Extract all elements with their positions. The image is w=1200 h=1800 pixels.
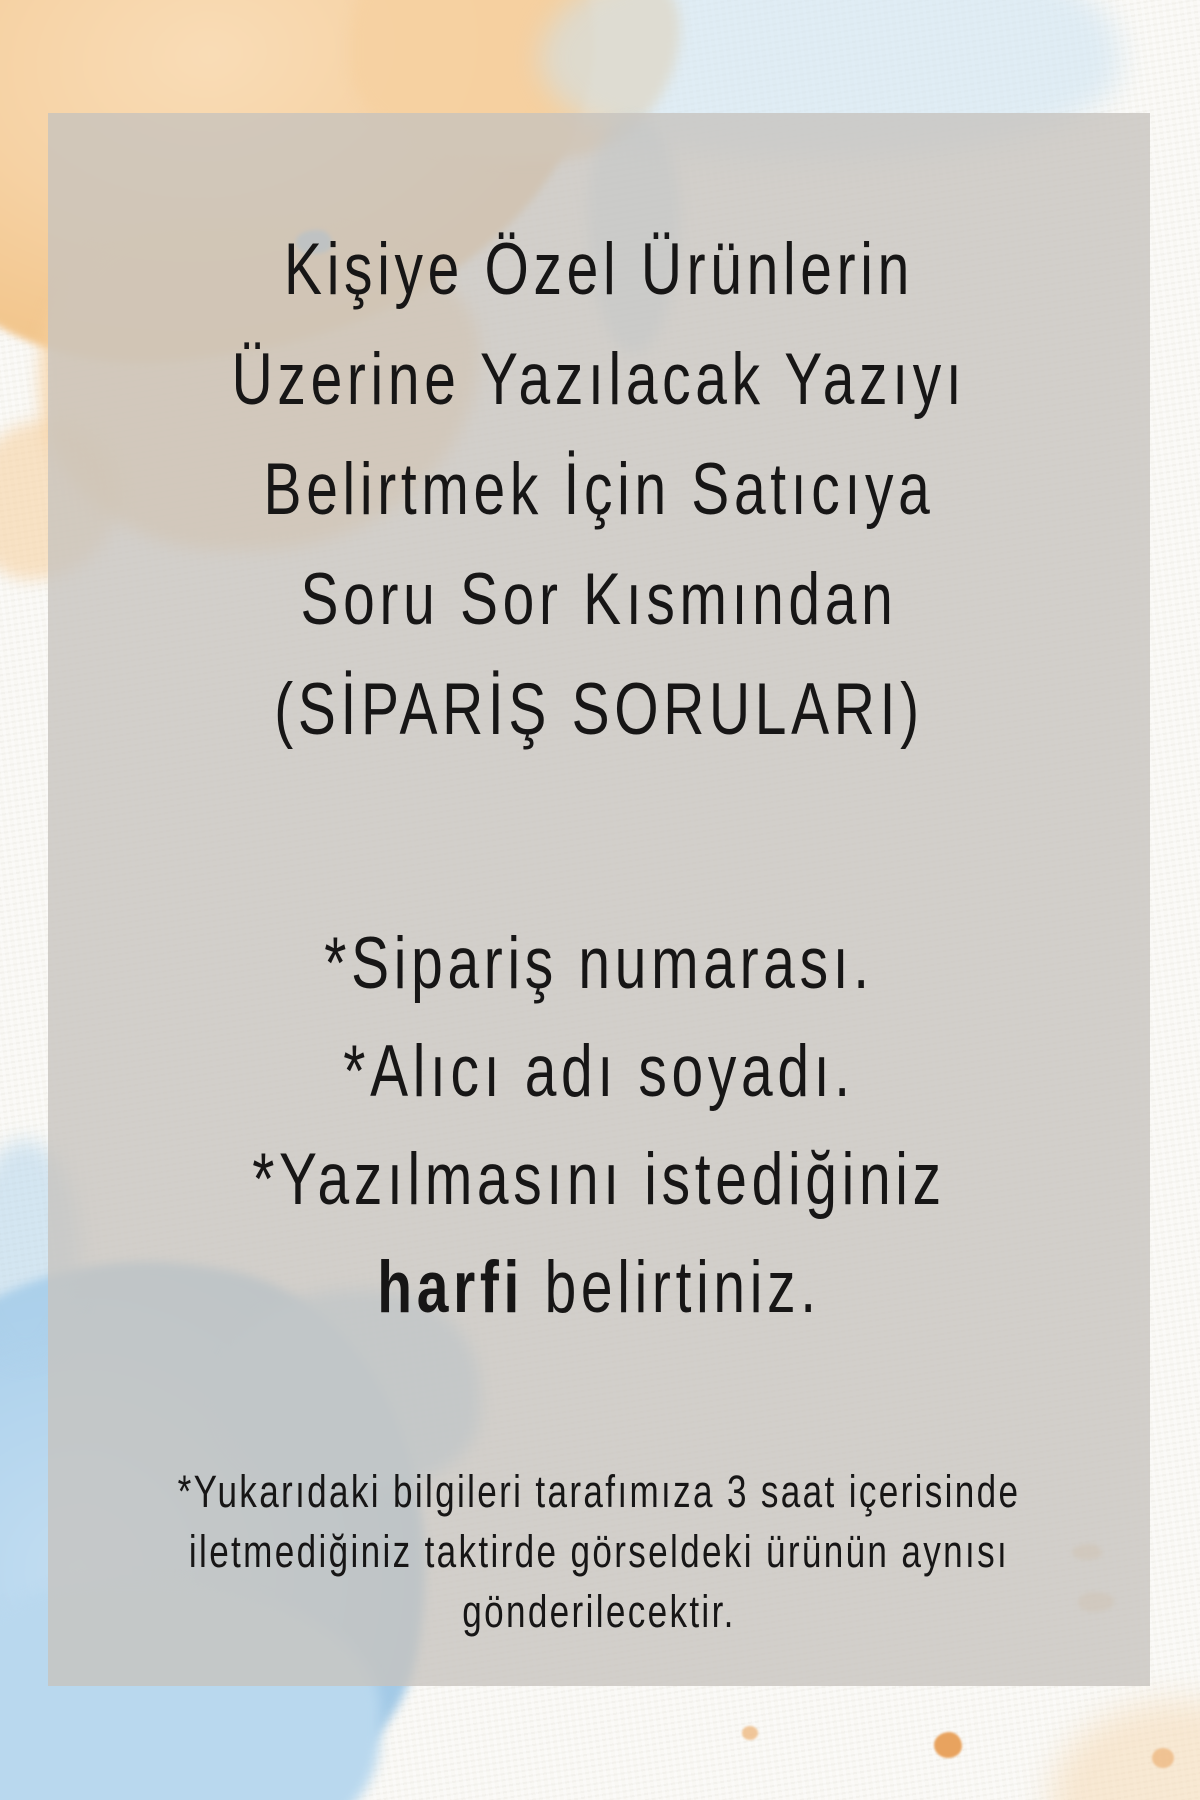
watercolor-orange-dot <box>742 1726 758 1740</box>
footnote-line: gönderilecektir. <box>462 1586 736 1637</box>
footnote-line: iletmediğiniz taktirde görseldeki ürünün aynısı <box>188 1526 1010 1577</box>
heading-line: (SİPARİŞ SORULARI) <box>274 669 924 750</box>
notice-footnote <box>169 1462 1029 1642</box>
bullet-line: *Sipariş numarası. <box>324 923 874 1004</box>
notice-bullets <box>169 910 1029 1342</box>
bullet-line: *Yazılmasını istediğiniz <box>252 1139 946 1220</box>
emphasis-rest: belirtiniz. <box>524 1247 821 1328</box>
watercolor-orange-dot <box>934 1732 962 1758</box>
heading-line: Kişiye Özel Ürünlerin <box>284 229 914 310</box>
footnote-line: *Yukarıdaki bilgileri tarafımıza 3 saat içerisinde <box>177 1466 1021 1517</box>
heading-line: Belirtmek İçin Satıcıya <box>263 449 935 530</box>
bullet-line: *Alıcı adı soyadı. <box>343 1031 855 1112</box>
heading-line: Üzerine Yazılacak Yazıyı <box>231 339 967 420</box>
emphasis-word: harfi <box>377 1247 525 1328</box>
heading-line: Soru Sor Kısmından <box>300 559 898 640</box>
notice-heading <box>169 215 1029 765</box>
bullet-line-emphasis <box>169 1234 1029 1342</box>
